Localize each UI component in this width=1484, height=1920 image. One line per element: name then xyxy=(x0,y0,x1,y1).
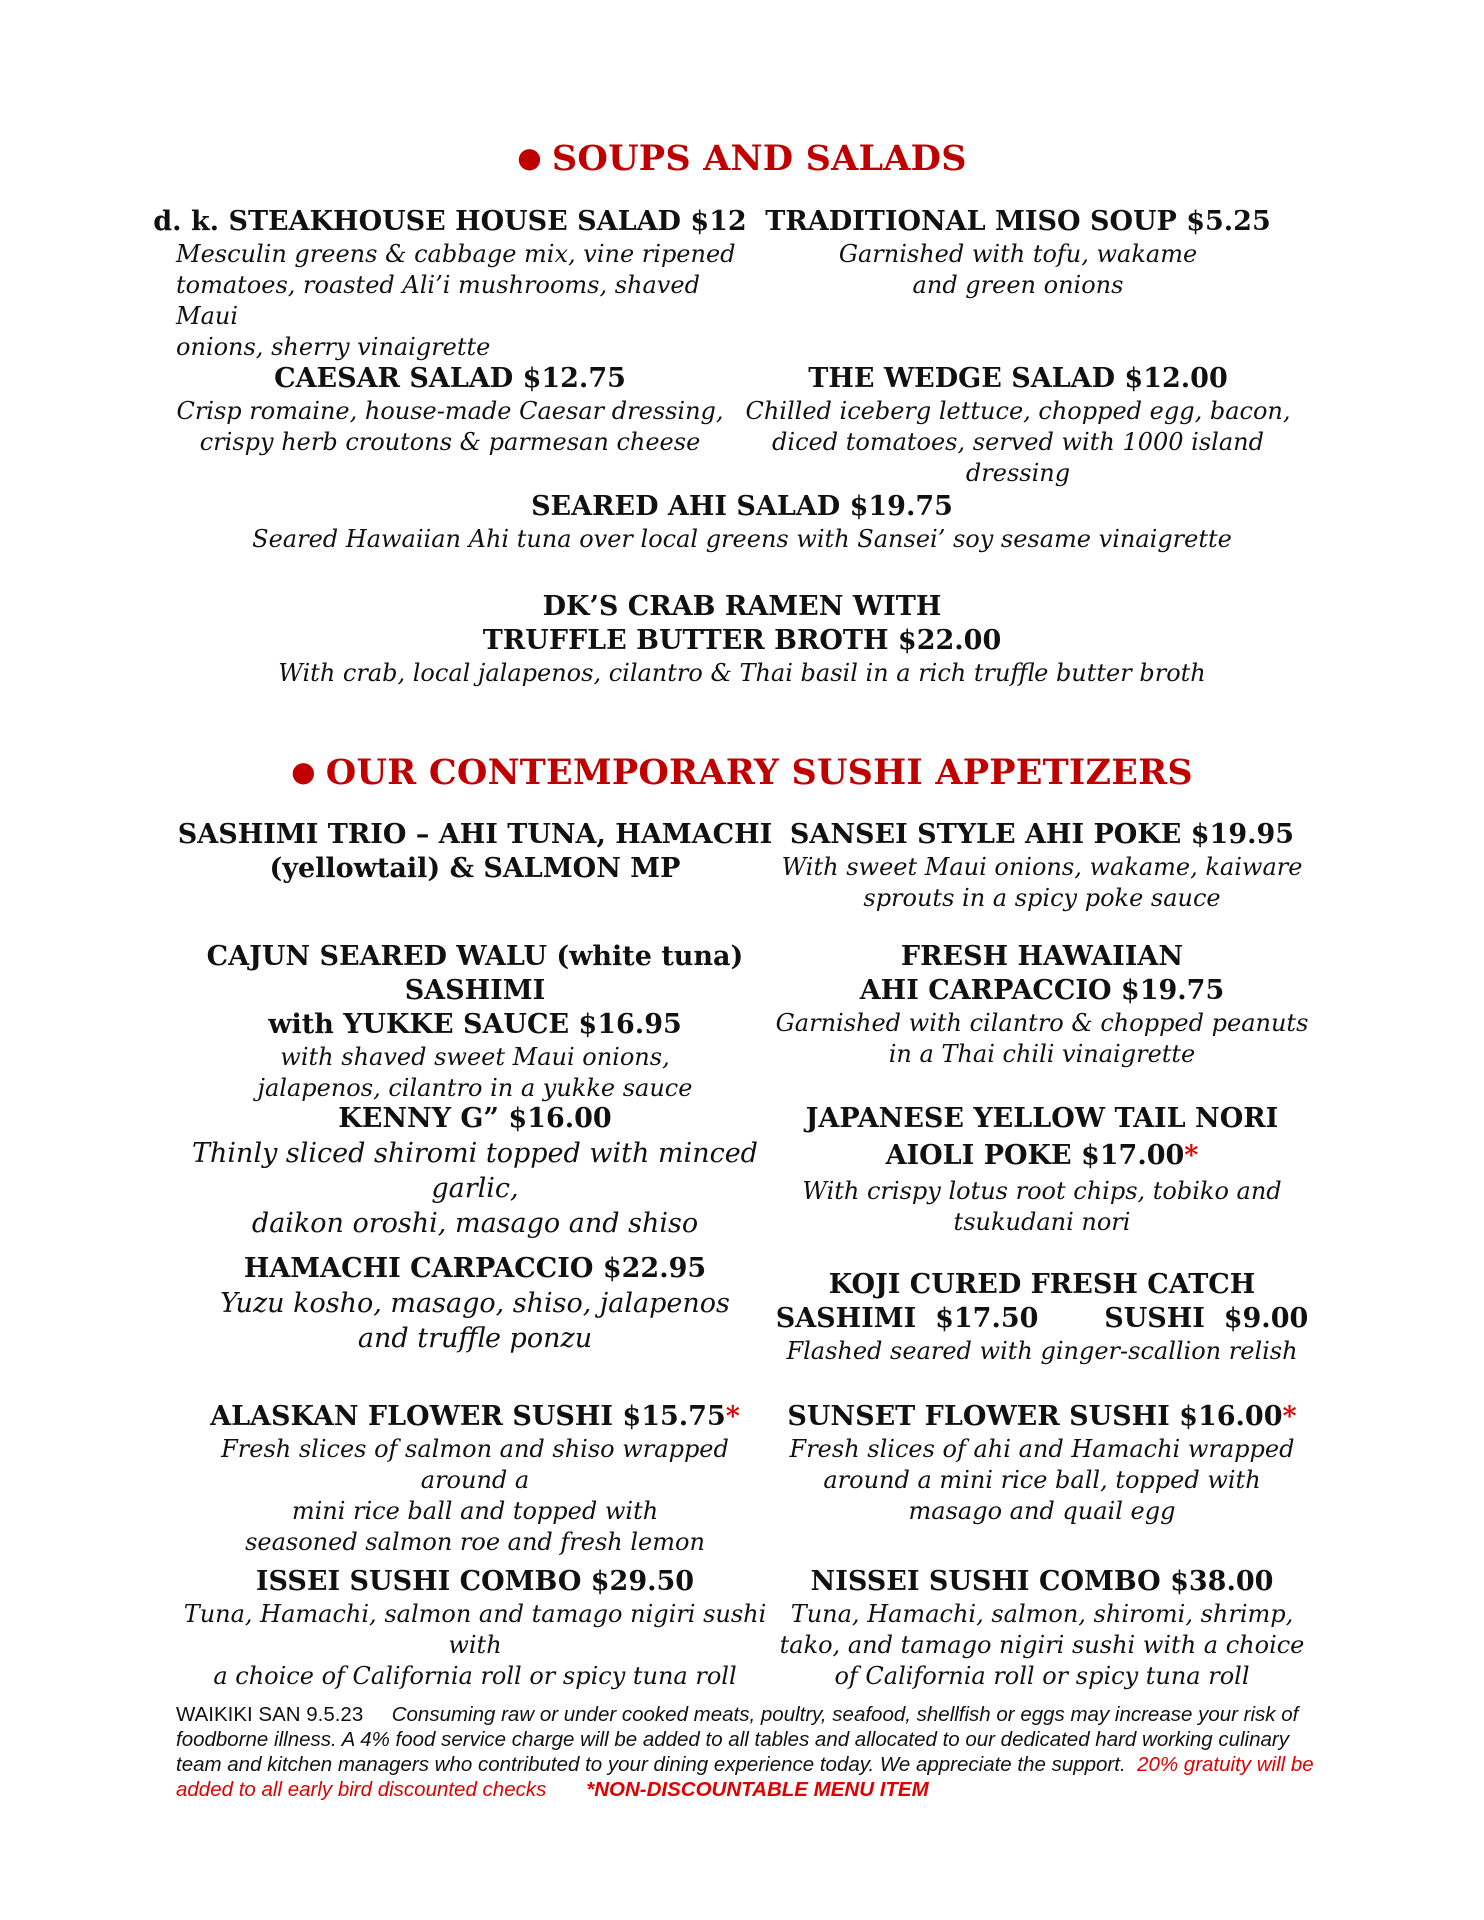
menu-item-miso-soup xyxy=(718,205,1318,301)
item-desc-line: masago and quail egg xyxy=(908,1497,1176,1525)
item-desc-line: with shaved sweet Maui onions, xyxy=(280,1043,670,1071)
item-name: SEARED AHI SALAD $19.75 xyxy=(531,491,953,522)
item-desc-line: Crisp romaine, house-made Caesar dressing, xyxy=(176,397,724,425)
item-name-line: AHI CARPACCIO $19.75 xyxy=(859,975,1225,1006)
item-desc-line: With sweet Maui onions, wakame, kaiware xyxy=(781,853,1303,881)
item-desc-line: Tuna, Hamachi, salmon, shiromi, shrimp, xyxy=(790,1600,1294,1628)
non-discountable-star: * xyxy=(1184,1140,1199,1171)
menu-item-ahi-carpaccio xyxy=(742,940,1342,1070)
item-name-line xyxy=(742,1136,1342,1176)
item-desc-line: Flashed seared with ginger-scallion relish xyxy=(786,1337,1298,1365)
menu-item-house-salad xyxy=(150,205,750,363)
item-name: HAMACHI CARPACCIO $22.95 xyxy=(243,1253,707,1284)
item-name-line: DK’S CRAB RAMEN WITH xyxy=(542,591,942,622)
item-desc-line: Chilled iceberg lettuce, chopped egg, bacon, xyxy=(745,397,1291,425)
item-desc-line: tsukudani nori xyxy=(953,1208,1131,1236)
item-name: NISSEI SUSHI COMBO $38.00 xyxy=(810,1566,1274,1597)
item-name-line: TRUFFLE BUTTER BROTH $22.00 xyxy=(482,625,1002,656)
item-name-line: JAPANESE YELLOW TAIL NORI xyxy=(805,1103,1279,1134)
item-desc-line: With crab, local jalapenos, cilantro & Thai basil in a rich truffle butter broth xyxy=(278,659,1206,687)
item-desc-line: jalapenos, cilantro in a yukke sauce xyxy=(257,1074,693,1102)
section-title-soups-and-salads xyxy=(0,138,1484,179)
item-desc-line: a choice of California roll or spicy tuna roll xyxy=(213,1662,737,1690)
item-desc-line: onions, sherry vinaigrette xyxy=(176,333,491,361)
item-desc-line: and truffle ponzu xyxy=(357,1323,593,1354)
menu-item-issei-combo xyxy=(175,1565,775,1692)
footer-disclaimer xyxy=(176,1702,1316,1802)
item-name-line: (yellowtail) & SALMON MP xyxy=(269,853,681,884)
item-name: THE WEDGE SALAD $12.00 xyxy=(808,363,1228,394)
item-desc-line: crispy herb croutons & parmesan cheese xyxy=(199,428,701,456)
item-name-line: with YUKKE SAUCE $16.95 xyxy=(268,1009,682,1040)
item-name-text: ALASKAN FLOWER SUSHI $15.75 xyxy=(210,1401,726,1432)
item-desc-line: Garnished with tofu, wakame xyxy=(838,240,1198,268)
item-desc-line: mini rice ball and topped with xyxy=(291,1497,659,1525)
item-desc-line: and green onions xyxy=(912,271,1124,299)
non-discountable-note: *NON-DISCOUNTABLE MENU ITEM xyxy=(586,1778,929,1801)
item-desc-line: tako, and tamago nigiri sushi with a choice xyxy=(779,1631,1305,1659)
menu-item-sunset-flower-sushi xyxy=(742,1400,1342,1527)
item-name-line xyxy=(175,1400,775,1434)
item-name-line: SASHIMI $17.50 SUSHI $9.00 xyxy=(775,1303,1309,1334)
item-desc-line: Fresh slices of salmon and shiso wrapped around a xyxy=(221,1435,729,1494)
item-name: CAESAR SALAD $12.75 xyxy=(274,363,626,394)
item-name: SANSEI STYLE AHI POKE $19.95 xyxy=(789,819,1295,850)
menu-item-hamachi-carpaccio xyxy=(175,1252,775,1356)
section-title-text: OUR CONTEMPORARY SUSHI APPETIZERS xyxy=(325,752,1193,793)
item-name-text: AIOLI POKE $17.00 xyxy=(885,1140,1185,1171)
item-desc-line: daikon oroshi, masago and shiso xyxy=(251,1208,699,1239)
item-name-line: CAJUN SEARED WALU (white tuna) SASHIMI xyxy=(206,941,744,1006)
item-desc-line: Yuzu kosho, masago, shiso, jalapenos xyxy=(220,1288,730,1319)
menu-item-nissei-combo xyxy=(742,1565,1342,1692)
menu-item-alaskan-flower-sushi xyxy=(175,1400,775,1558)
item-desc-line: around a mini rice ball, topped with xyxy=(823,1466,1261,1494)
section-bullet: ● xyxy=(291,755,316,788)
item-desc-line: tomatoes, roasted Ali’i mushrooms, shaved Maui xyxy=(176,271,700,330)
menu-item-wedge-salad xyxy=(718,362,1318,489)
item-name-line: KOJI CURED FRESH CATCH xyxy=(828,1269,1256,1300)
non-discountable-star: * xyxy=(1282,1401,1297,1432)
menu-item-ahi-poke xyxy=(742,818,1342,914)
menu-item-caesar-salad xyxy=(150,362,750,458)
menu-item-walu-sashimi xyxy=(175,940,775,1104)
menu-item-sashimi-trio xyxy=(175,818,775,886)
item-desc-line: seasoned salmon roe and fresh lemon xyxy=(245,1528,705,1556)
section-title-text: SOUPS AND SALADS xyxy=(551,138,967,179)
health-warning-text: Consuming raw or under cooked meats, poultry, seafood, shellfish or eggs may increase your risk of foodborne illness. A 4% food service charge will be added to all tables and allocated to our dedicated hard working culinary team and kitchen managers who contributed to your dining experience today. We appreciate the support. xyxy=(176,1703,1299,1776)
non-discountable-star: * xyxy=(725,1401,740,1432)
item-desc-line: Fresh slices of ahi and Hamachi wrapped xyxy=(789,1435,1295,1463)
item-name: KENNY G” $16.00 xyxy=(338,1103,612,1134)
item-name-line: FRESH HAWAIIAN xyxy=(900,941,1184,972)
item-name-line xyxy=(742,1400,1342,1434)
item-desc-line: Mesculin greens & cabbage mix, vine ripened xyxy=(176,240,736,268)
item-desc-line: of California roll or spicy tuna roll xyxy=(834,1662,1250,1690)
menu-version-code: WAIKIKI SAN 9.5.23 xyxy=(176,1703,364,1726)
menu-item-seared-ahi-salad xyxy=(150,490,1334,555)
item-name: ISSEI SUSHI COMBO $29.50 xyxy=(255,1566,695,1597)
item-desc-line: in a Thai chili vinaigrette xyxy=(888,1040,1196,1068)
item-desc-line: Garnished with cilantro & chopped peanuts xyxy=(775,1009,1309,1037)
menu-item-nori-aioli-poke xyxy=(742,1102,1342,1238)
section-title-sushi-appetizers xyxy=(0,752,1484,793)
menu-item-kenny-g xyxy=(175,1102,775,1241)
item-desc-line: Thinly sliced shiromi topped with minced garlic, xyxy=(192,1138,758,1204)
item-desc-line: sprouts in a spicy poke sauce xyxy=(863,884,1221,912)
item-name: d. k. STEAKHOUSE HOUSE SALAD $12 xyxy=(153,206,747,237)
item-name: TRADITIONAL MISO SOUP $5.25 xyxy=(765,206,1271,237)
item-name-text: SUNSET FLOWER SUSHI $16.00 xyxy=(787,1401,1283,1432)
section-bullet: ● xyxy=(517,141,542,174)
gratuity-note: 20% gratuity will be added to all early bird discounted checks xyxy=(176,1753,1314,1801)
item-desc-line: With crispy lotus root chips, tobiko and xyxy=(802,1177,1282,1205)
menu-item-crab-ramen xyxy=(150,590,1334,689)
menu-item-koji-cured xyxy=(742,1268,1342,1367)
item-desc-line: Tuna, Hamachi, salmon and tamago nigiri sushi with xyxy=(183,1600,767,1659)
item-desc-line: Seared Hawaiian Ahi tuna over local greens with Sansei’ soy sesame vinaigrette xyxy=(252,525,1232,553)
item-name-line: SASHIMI TRIO – AHI TUNA, HAMACHI xyxy=(177,819,773,850)
item-desc-line: diced tomatoes, served with 1000 island dressing xyxy=(772,428,1264,487)
